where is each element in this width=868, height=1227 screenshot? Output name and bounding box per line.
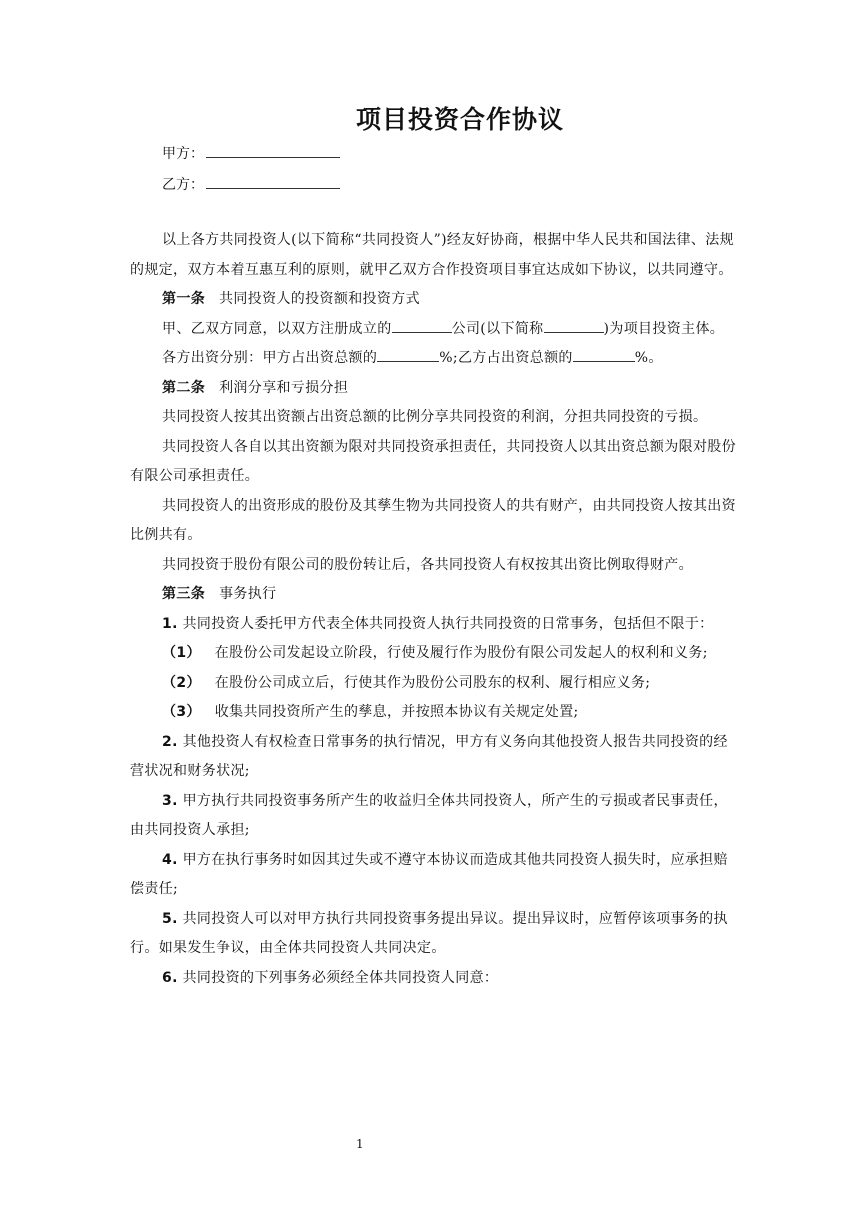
- sub-item-text: 收集共同投资所产生的孳息，并按照本协议有关规定处置;: [214, 704, 579, 720]
- party-b-share-blank[interactable]: [573, 346, 635, 362]
- sub-item-1: [130, 639, 742, 669]
- article-2-heading: [130, 374, 742, 404]
- list-item-6: [130, 964, 742, 994]
- list-item-5: [130, 905, 742, 964]
- list-item-4: [130, 846, 742, 905]
- document-title: 项目投资合作协议: [355, 105, 564, 134]
- sub-item-2: [130, 669, 742, 699]
- list-item-text: 其他投资人有权检查日常事务的执行情况，甲方有义务向其他投资人报告共同投资的经营状况和财务状况;: [130, 733, 728, 779]
- list-item-text: 共同投资的下列事务必须经全体共同投资人同意：: [182, 969, 499, 986]
- article-3-number: 第三条: [162, 586, 206, 602]
- sub-item-number: （3）: [162, 704, 201, 720]
- article-1-paragraph-2: [130, 344, 742, 374]
- text-segment: )为项目投资主体。: [603, 320, 725, 337]
- list-item-number: 6.: [162, 969, 178, 986]
- text-segment: 各方出资分别：甲方占出资总额的: [162, 350, 378, 366]
- article-1-title: 共同投资人的投资额和投资方式: [219, 291, 420, 307]
- list-item-text: 共同投资人可以对甲方执行共同投资事务提出异议。提出异议时，应暂停该项事务的执行。如果发生争议，由全体共同投资人共同决定。: [130, 910, 728, 956]
- party-a-line: [162, 143, 340, 163]
- sub-item-number: （2）: [162, 674, 201, 691]
- text-segment: %。: [634, 350, 663, 366]
- article-2-paragraph-2: 共同投资人各自以其出资额为限对共同投资承担责任，共同投资人以其出资总额为限对股份有限公司承担责任。: [130, 438, 736, 484]
- party-a-blank[interactable]: [206, 143, 340, 158]
- list-item-3: [130, 787, 742, 846]
- list-item-number: 3.: [162, 792, 178, 809]
- article-3-heading: [130, 580, 742, 610]
- list-item-text: 甲方执行共同投资事务所产生的收益归全体共同投资人，所产生的亏损或者民事责任，由共同投资人承担;: [130, 792, 728, 838]
- sub-item-3: [130, 698, 742, 728]
- list-item-text: 共同投资人委托甲方代表全体共同投资人执行共同投资的日常事务，包括但不限于：: [182, 615, 714, 632]
- article-2-paragraph-3: 共同投资人的出资形成的股份及其孳生物为共同投资人的共有财产，由共同投资人按其出资比例共有。: [130, 497, 736, 543]
- list-item-number: 4.: [162, 851, 178, 868]
- intro-paragraph: 以上各方共同投资人(以下简称“共同投资人”)经友好协商，根据中华人民共和国法律、法规的规定，双方本着互惠互利的原则，就甲乙双方合作投资项目事宜达成如下协议，以共同遵守。: [130, 232, 734, 278]
- list-item-number: 5.: [162, 910, 178, 927]
- list-item-2: [130, 728, 742, 787]
- text-segment: %;乙方占出资总额的: [439, 350, 573, 366]
- text-segment: 甲、乙双方同意，以双方注册成立的: [162, 320, 392, 337]
- sub-item-text: 在股份公司成立后，行使其作为股份公司股东的权利、履行相应义务;: [214, 674, 651, 691]
- company-name-blank[interactable]: [392, 317, 452, 333]
- article-3-title: 事务执行: [219, 586, 277, 602]
- party-b-line: [162, 174, 340, 194]
- list-item-number: 2.: [162, 733, 178, 750]
- party-b-label: 乙方：: [162, 177, 204, 193]
- list-item-text: 甲方在执行事务时如因其过失或不遵守本协议而造成其他共同投资人损失时，应承担赔偿责任;: [130, 851, 728, 897]
- article-2-number: 第二条: [162, 379, 206, 396]
- article-2-title: 利润分享和亏损分担: [219, 379, 349, 396]
- article-1-paragraph-1: [130, 315, 742, 345]
- list-item-1: [130, 610, 742, 640]
- article-1-number: 第一条: [162, 291, 206, 307]
- party-a-share-blank[interactable]: [377, 346, 439, 362]
- sub-item-text: 在股份公司发起设立阶段，行使及履行作为股份有限公司发起人的权利和义务;: [214, 645, 708, 661]
- company-short-name-blank[interactable]: [544, 317, 604, 333]
- document-body: [130, 226, 742, 993]
- text-segment: 公司(以下简称: [451, 320, 544, 337]
- article-2-paragraph-4: 共同投资于股份有限公司的股份转让后，各共同投资人有权按其出资比例取得财产。: [162, 556, 693, 573]
- article-2-paragraph-1: 共同投资人按其出资额占出资总额的比例分享共同投资的利润，分担共同投资的亏损。: [162, 409, 708, 425]
- party-b-blank[interactable]: [206, 174, 340, 189]
- sub-item-number: （1）: [162, 645, 201, 661]
- article-1-heading: [130, 285, 742, 315]
- list-item-number: 1.: [162, 615, 178, 632]
- page-number: 1: [356, 1137, 364, 1151]
- party-a-label: 甲方：: [162, 146, 204, 162]
